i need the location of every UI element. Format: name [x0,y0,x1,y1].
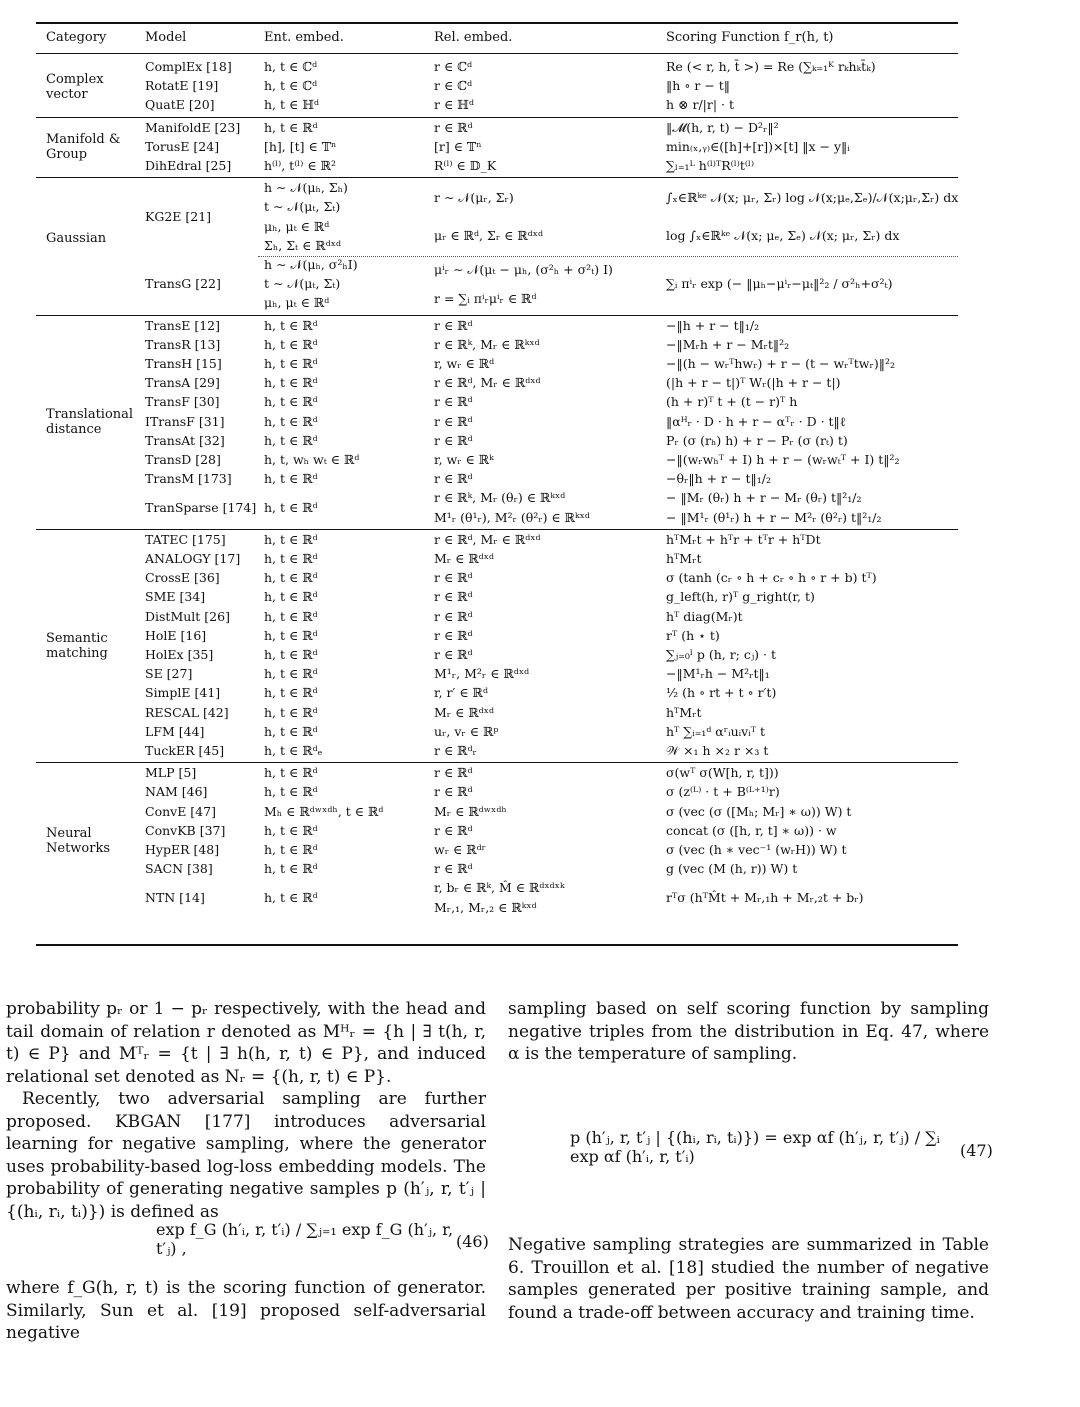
entity-embedding: t ∼ 𝒩(μₜ, Σₜ) [264,276,341,292]
scoring-function: − ‖M¹ᵣ (θ¹ᵣ) h + r − M²ᵣ (θ²ᵣ) t‖²₁/₂ [666,509,882,525]
entity-embedding: h, t ∈ ℝᵈ [264,723,318,739]
right-paragraph-1: sampling based on self scoring function by sampling negative triples from the distribution in Eq. 47, where α is the temperature of sampling. [508,999,989,1064]
relation-embedding: r ∈ ℝᵈ [434,570,473,586]
scoring-function: hᵀ ∑ᵢ₌₁ᵈ αʳᵢuᵢvᵢᵀ t [666,723,765,739]
relation-embedding: Mᵣ ∈ ℝᵈʷˣᵈʰ [434,803,507,819]
scoring-function: ‖𝓜(h, r, t) − D²ᵣ‖² [666,119,779,135]
group-rule [36,529,958,530]
entity-embedding: h, t ∈ ℍᵈ [264,97,320,113]
model-name: TransA [29] [145,375,220,391]
relation-embedding: M¹ᵣ, M²ᵣ ∈ ℝᵈˣᵈ [434,666,530,682]
model-name: SE [27] [145,666,193,682]
category-label: Manifold & Group [46,132,121,163]
entity-embedding: h ∼ 𝒩(μₕ, σ²ₕI) [264,257,358,272]
relation-embedding: r ∈ ℂᵈ [434,59,473,74]
relation-embedding: r ∈ ℝᵈ [434,647,473,662]
relation-embedding: r ∈ ℝᵈ [434,861,473,877]
relation-embedding: Mᵣ ∈ ℝᵈˣᵈ [434,551,495,566]
relation-embedding: r ∈ ℂᵈ [434,78,473,94]
scoring-function: (|h + r − t|)ᵀ Wᵣ(|h + r − t|) [666,375,841,391]
group-rule [36,117,958,118]
right-paragraph-2: Negative sampling strategies are summarized in Table 6. Trouillon et al. [18] studied the number of negative samples generated per positive training sample, and found a trade-off between accuracy and training time. [508,1235,989,1323]
model-name: HypER [48] [145,842,220,857]
entity-embedding: h, t ∈ ℝᵈ [264,861,318,877]
table-bottom-rule [36,944,958,946]
entity-embedding: h, t ∈ ℝᵈ [264,666,318,682]
scoring-function: −θᵣ‖h + r − t‖₁/₂ [666,471,771,487]
scoring-function: 𝒲 ×₁ h ×₂ r ×₃ t [666,743,769,758]
entity-embedding: t ∼ 𝒩(μₜ, Σₜ) [264,199,341,215]
model-name: ConvE [47] [145,803,216,819]
model-name: NTN [14] [145,890,205,905]
entity-embedding: μₕ, μₜ ∈ ℝᵈ [264,295,330,311]
relation-embedding: Mᵣ ∈ ℝᵈˣᵈ [434,704,495,720]
relation-embedding: r ∈ ℝᵈ [434,627,473,643]
model-name: SimplE [41] [145,685,221,701]
entity-embedding: h, t ∈ ℝᵈ [264,119,318,135]
scoring-function: σ (tanh (cᵣ ∘ h + cᵣ ∘ h ∘ r + b) tᵀ) [666,570,877,586]
model-name: MLP [5] [145,765,197,781]
relation-embedding: r, r′ ∈ ℝᵈ [434,685,488,701]
category-label: Neural Networks [46,826,111,856]
scoring-function: concat (σ ([h, r, t] ∗ ω)) · w [666,822,837,838]
relation-embedding: μⁱᵣ ∼ 𝒩(μₜ − μₕ, (σ²ₕ + σ²ₜ) I) [434,261,613,277]
scoring-function: −‖h + r − t‖₁/₂ [666,317,760,333]
model-name: TransM [173] [145,471,232,487]
category-label: Complex vector [46,71,104,102]
group-rule [36,762,958,763]
model-name: CrossE [36] [145,570,220,586]
model-name: ComplEx [18] [145,59,232,74]
entity-embedding: h, t ∈ ℝᵈ [264,471,318,487]
relation-embedding: r ∈ ℝᵈ [434,394,473,410]
scoring-function: ∑ₗ₌₁ᴸ h⁽ˡ⁾ᵀR⁽ˡ⁾t⁽ˡ⁾ [666,158,755,173]
scoring-function: ∫ₓ∈ℝᵏᵉ 𝒩(x; μᵣ, Σᵣ) log 𝒩(x;μₑ,Σₑ)/𝒩(x;μᵣ,Σᵣ) dx [666,189,959,205]
relation-embedding: r ∈ ℝᵏ, Mᵣ ∈ ℝᵏˣᵈ [434,336,540,352]
header-rel-embed: Rel. embed. [434,30,513,45]
relation-embedding: uᵣ, vᵣ ∈ ℝᵖ [434,723,499,739]
entity-embedding: [h], [t] ∈ 𝕋ⁿ [264,138,337,154]
header-scoring-function: Scoring Function f_r(h, t) [666,30,834,45]
entity-embedding: h, t ∈ ℝᵈ [264,647,318,662]
model-name: TransF [30] [145,394,220,410]
scoring-function: min₍ₓ,ᵧ₎∈([h]+[r])×[t] ‖x − y‖ᵢ [666,138,850,154]
scoring-function: ‖αᴴᵣ · D · h + r − αᵀᵣ · D · t‖ℓ [666,413,846,429]
model-name: HolE [16] [145,627,207,643]
relation-embedding: r ∈ ℍᵈ [434,97,474,113]
left-column-tail [6,1277,486,1345]
scoring-function: log ∫ₓ∈ℝᵏᵉ 𝒩(x; μₑ, Σₑ) 𝒩(x; μᵣ, Σᵣ) dx [666,228,900,244]
model-name: TuckER [45] [145,743,225,758]
category-label: Semantic matching [46,631,108,661]
relation-embedding: r ∈ ℝᵈ [434,765,473,781]
scoring-function: g_left(h, r)ᵀ g_right(r, t) [666,589,815,605]
header-category: Category [46,30,107,45]
relation-embedding: r ∈ ℝᵈ [434,432,473,448]
scoring-function: ½ (h ∘ rt + t ∘ r′t) [666,685,777,701]
right-column-tail [508,1234,989,1324]
relation-embedding: Mᵣ,₁, Mᵣ,₂ ∈ ℝᵏˣᵈ [434,899,537,915]
entity-embedding: h, t ∈ ℝᵈ [264,704,318,720]
relation-embedding: r ∈ ℝᵈ [434,119,473,135]
relation-embedding: M¹ᵣ (θ¹ᵣ), M²ᵣ (θ²ᵣ) ∈ ℝᵏˣᵈ [434,509,590,525]
relation-embedding: r ∈ ℝᵈ [434,822,473,838]
gaussian-row-divider [258,256,958,257]
model-name: TransH [15] [145,356,222,371]
equation-47-number: (47) [960,1141,993,1160]
scoring-function: ‖h ∘ r − t‖ [666,78,731,94]
relation-embedding: r ∈ ℝᵈ [434,589,473,605]
relation-embedding: R⁽ˡ⁾ ∈ 𝔻_K [434,158,497,173]
model-name: DihEdral [25] [145,158,232,173]
scoring-function: ∑ᵢ πⁱᵣ exp (− ‖μₕ−μⁱᵣ−μₜ‖²₂ / σ²ₕ+σ²ₜ) [666,276,893,292]
entity-embedding: h, t ∈ ℝᵈ [264,765,318,781]
entity-embedding: h, t ∈ ℝᵈ [264,570,318,586]
group-rule [36,315,958,316]
model-name: TorusE [24] [145,138,220,154]
scoring-function: −‖(wᵣwₕᵀ + I) h + r − (wᵣwₜᵀ + I) t‖²₂ [666,452,900,467]
entity-embedding: h, t ∈ ℝᵈ [264,551,318,566]
entity-embedding: h, t ∈ ℝᵈ [264,890,318,905]
relation-embedding: μᵣ ∈ ℝᵈ, Σᵣ ∈ ℝᵈˣᵈ [434,228,544,244]
relation-embedding: r, wᵣ ∈ ℝᵈ [434,356,495,371]
model-name: TranSparse [174] [145,500,257,515]
model-name: QuatE [20] [145,97,215,113]
model-name: ANALOGY [17] [145,551,241,566]
scoring-function: rᵀσ (hᵀM̂t + Mᵣ,₁h + Mᵣ,₂t + bᵣ) [666,890,864,905]
entity-embedding: h, t ∈ ℝᵈ [264,685,318,701]
right-column [508,998,989,1066]
model-name: ITransF [31] [145,413,225,429]
scoring-function: Pᵣ (σ (rₕ) h) + r − Pᵣ (σ (rₜ) t) [666,432,848,448]
category-label: Translational distance [46,407,134,438]
entity-embedding: h, t ∈ ℝᵈ [264,784,318,800]
entity-embedding: h, t ∈ ℝᵈ [264,822,318,838]
left-paragraph-2: Recently, two adversarial sampling are further proposed. KBGAN [177] introduces adversarial learning for negative sampling, where the generator uses probability-based log-loss embedding models. The probability of generating negative samples p (h′ⱼ, r, t′ⱼ | {(hᵢ, rᵢ, tᵢ)}) is defined as [6,1089,486,1222]
model-name: TransG [22] [145,276,221,292]
equation-47: p (h′ⱼ, r, t′ⱼ | {(hᵢ, rᵢ, tᵢ)}) = exp αf (h′ⱼ, r, t′ⱼ) / ∑ᵢ exp αf (h′ᵢ, r, t′ᵢ) [570,1128,940,1166]
model-name: RESCAL [42] [145,704,229,720]
scoring-function: hᵀMᵣt [666,551,702,566]
entity-embedding: h⁽ˡ⁾, t⁽ˡ⁾ ∈ ℝ² [264,158,336,173]
equation-46: exp f_G (h′ᵢ, r, t′ᵢ) / ∑ⱼ₌₁ exp f_G (h′ⱼ, r, t′ⱼ) , [156,1220,454,1258]
entity-embedding: h ∼ 𝒩(μₕ, Σₕ) [264,180,348,196]
scoring-function: (h + r)ᵀ t + (t − r)ᵀ h [666,394,798,410]
category-label: Gaussian [46,231,107,247]
model-name: TransE [12] [145,317,220,333]
scoring-function: −‖Mᵣh + r − Mᵣt‖²₂ [666,336,790,352]
relation-embedding: [r] ∈ 𝕋ⁿ [434,138,482,154]
model-name: TransR [13] [145,336,221,352]
model-name: HolEx [35] [145,647,214,662]
table-top-rule [36,22,958,24]
table-header-rule [36,53,958,54]
model-name: KG2E [21] [145,209,212,224]
equation-46-number: (46) [456,1232,489,1251]
scoring-function: −‖(h − wᵣᵀhwᵣ) + r − (t − wᵣᵀtwᵣ)‖²₂ [666,356,895,371]
scoring-function: σ (z⁽ᴸ⁾ · t + B⁽ᴸ⁺¹⁾r) [666,784,780,800]
relation-embedding: r ∈ ℝᵈ [434,413,473,429]
relation-embedding: r, wᵣ ∈ ℝᵏ [434,452,494,467]
group-rule [36,177,958,178]
header-ent-embed: Ent. embed. [264,30,344,45]
relation-embedding: wᵣ ∈ ℝᵈʳ [434,842,486,857]
model-name: LFM [44] [145,723,205,739]
left-column [6,998,486,1223]
relation-embedding: r ∈ ℝᵈ [434,784,473,800]
scoring-function: Re (< r, h, t̄ >) = Re (∑ₖ₌₁ᴷ rₖhₖt̄ₖ) [666,59,876,74]
relation-embedding: r ∈ ℝᵏ, Mᵣ (θᵣ) ∈ ℝᵏˣᵈ [434,490,566,506]
scoring-function: σ(wᵀ σ(W[h, r, t])) [666,765,779,781]
entity-embedding: h, t ∈ ℝᵈ [264,627,318,643]
scoring-function: σ (vec (σ ([Mₕ; Mᵣ] ∗ ω)) W) t [666,803,852,819]
left-paragraph-3: where f_G(h, r, t) is the scoring function of generator. Similarly, Sun et al. [19] proposed self-adversarial negative [6,1278,486,1343]
entity-embedding: h, t ∈ ℝᵈ [264,432,318,448]
entity-embedding: h, t ∈ ℂᵈ [264,78,318,94]
entity-embedding: h, t ∈ ℝᵈ [264,336,318,352]
scoring-function: −‖M¹ᵣh − M²ᵣt‖₁ [666,666,770,682]
entity-embedding: Mₕ ∈ ℝᵈʷˣᵈʰ, t ∈ ℝᵈ [264,803,384,819]
model-name: TATEC [175] [145,531,226,547]
relation-embedding: r ∈ ℝᵈ, Mᵣ ∈ ℝᵈˣᵈ [434,531,541,547]
entity-embedding: h, t ∈ ℝᵈ [264,500,318,515]
relation-embedding: r ∈ ℝᵈ [434,608,473,624]
entity-embedding: h, t ∈ ℝᵈ [264,608,318,624]
relation-embedding: r, bᵣ ∈ ℝᵏ, M̂ ∈ ℝᵈˣᵈˣᵏ [434,880,565,896]
entity-embedding: Σₕ, Σₜ ∈ ℝᵈˣᵈ [264,237,341,253]
model-name: ConvKB [37] [145,822,226,838]
relation-embedding: r ∈ ℝᵈ [434,317,473,333]
scoring-function: rᵀ (h ⋆ t) [666,627,720,643]
scoring-function: ∑ⱼ₌₀ˡ p (h, r; cⱼ) · t [666,647,776,662]
relation-embedding: r = ∑ᵢ πⁱᵣμⁱᵣ ∈ ℝᵈ [434,290,537,306]
scoring-function: σ (vec (h ∗ vec⁻¹ (wᵣH)) W) t [666,842,847,857]
entity-embedding: μₕ, μₜ ∈ ℝᵈ [264,218,330,234]
model-name: TransD [28] [145,452,221,467]
entity-embedding: h, t ∈ ℝᵈ [264,589,318,605]
relation-embedding: r ∈ ℝᵈ, Mᵣ ∈ ℝᵈˣᵈ [434,375,541,391]
header-model: Model [145,30,187,45]
model-name: RotatE [19] [145,78,219,94]
left-paragraph-1: probability pᵣ or 1 − pᵣ respectively, with the head and tail domain of relation r denoted as Mᴴᵣ = {h | ∃ t(h, r, t) ∈ P} and Mᵀᵣ = {t | ∃ h(h, r, t) ∈ P}, and induced relational set denoted as Nᵣ = {(h, r, t) ∈ P}. [6,999,486,1087]
entity-embedding: h, t ∈ ℝᵈₑ [264,743,323,758]
scoring-function: hᵀMᵣt + hᵀr + tᵀr + hᵀDt [666,531,821,547]
entity-embedding: h, t ∈ ℝᵈ [264,394,318,410]
entity-embedding: h, t ∈ ℝᵈ [264,375,318,391]
model-name: DistMult [26] [145,608,230,624]
entity-embedding: h, t ∈ ℝᵈ [264,356,318,371]
relation-embedding: r ∼ 𝒩(μᵣ, Σᵣ) [434,189,514,205]
entity-embedding: h, t ∈ ℂᵈ [264,59,318,74]
entity-embedding: h, t ∈ ℝᵈ [264,531,318,547]
entity-embedding: h, t ∈ ℝᵈ [264,317,318,333]
scoring-function: hᵀMᵣt [666,704,702,720]
scoring-function: − ‖Mᵣ (θᵣ) h + r − Mᵣ (θᵣ) t‖²₁/₂ [666,490,862,506]
model-name: SACN [38] [145,861,213,877]
scoring-function: g (vec (M (h, r)) W) t [666,861,798,877]
model-name: SME [34] [145,589,206,605]
relation-embedding: r ∈ ℝᵈᵣ [434,743,477,758]
entity-embedding: h, t, wₕ wₜ ∈ ℝᵈ [264,452,360,467]
entity-embedding: h, t ∈ ℝᵈ [264,842,318,857]
model-name: NAM [46] [145,784,208,800]
scoring-function: h ⊗ r/|r| · t [666,97,734,113]
model-name: TransAt [32] [145,432,225,448]
scoring-function: hᵀ diag(Mᵣ)t [666,608,743,624]
relation-embedding: r ∈ ℝᵈ [434,471,473,487]
model-name: ManifoldE [23] [145,119,241,135]
entity-embedding: h, t ∈ ℝᵈ [264,413,318,429]
